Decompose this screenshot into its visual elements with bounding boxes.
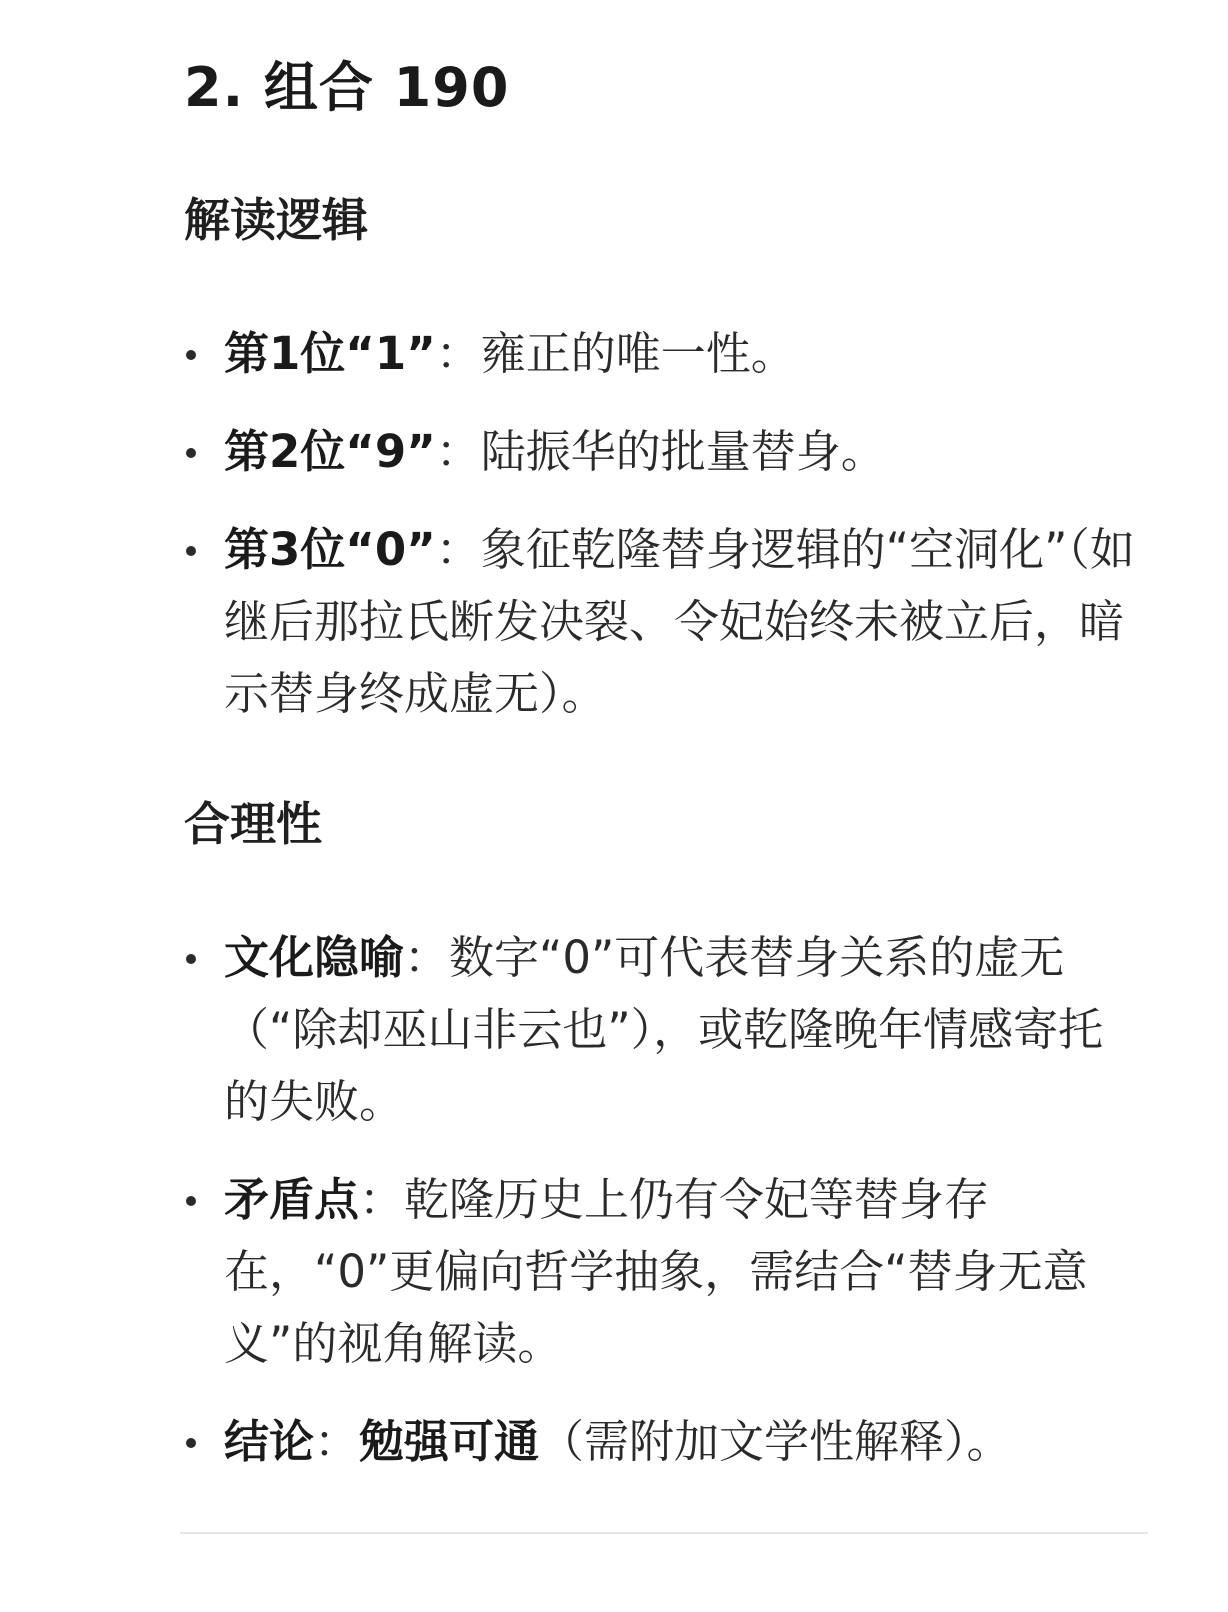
rationality-list — [184, 922, 1144, 1504]
bottom-divider — [180, 1532, 1148, 1534]
item-separator: ： — [435, 327, 481, 380]
item-label: 第3位“0” — [224, 523, 436, 576]
bullet-dot-icon — [186, 350, 196, 360]
item-label: 第1位“1” — [224, 327, 436, 380]
list-item — [184, 416, 1144, 488]
list-item — [184, 1406, 1144, 1478]
interpretation-list — [184, 318, 1144, 756]
item-text: （需附加文学性解释）。 — [539, 1415, 1012, 1468]
page-title: 2. 组合 190 — [184, 56, 510, 119]
item-label: 第2位“9” — [224, 425, 436, 478]
bullet-dot-icon — [186, 1196, 196, 1206]
bullet-dot-icon — [186, 1438, 196, 1448]
list-item — [184, 922, 1144, 1138]
bullet-dot-icon — [186, 546, 196, 556]
item-text: 数字“0”可代表替身关系的虚无（“除却巫山非云也”），或乾隆晚年情感寄托的失败。 — [224, 931, 1104, 1128]
bullet-dot-icon — [186, 448, 196, 458]
item-text: 乾隆历史上仍有令妃等替身存在，“0”更偏向哲学抽象，需结合“替身无意义”的视角解读。 — [224, 1173, 1088, 1370]
bullet-dot-icon — [186, 954, 196, 964]
item-text: 象征乾隆替身逻辑的“空洞化”（如继后那拉氏断发决裂、令妃始终未被立后，暗示替身终成虚无）。 — [224, 523, 1135, 720]
section-heading-interpretation: 解读逻辑 — [184, 193, 368, 247]
list-item — [184, 514, 1144, 730]
item-label: 矛盾点 — [224, 1173, 360, 1226]
item-separator: ： — [404, 931, 450, 984]
list-item — [184, 1164, 1144, 1380]
item-label: 结论 — [224, 1415, 315, 1468]
item-label: 文化隐喻 — [224, 931, 405, 984]
item-text: 陆振华的批量替身。 — [480, 425, 886, 478]
list-item — [184, 318, 1144, 390]
item-separator: ： — [359, 1173, 405, 1226]
item-separator: ： — [314, 1415, 360, 1468]
conclusion-verdict: 勉强可通 — [359, 1415, 540, 1468]
item-text: 雍正的唯一性。 — [480, 327, 796, 380]
item-separator: ： — [435, 425, 481, 478]
section-heading-rationality: 合理性 — [184, 797, 322, 851]
item-separator: ： — [435, 523, 481, 576]
